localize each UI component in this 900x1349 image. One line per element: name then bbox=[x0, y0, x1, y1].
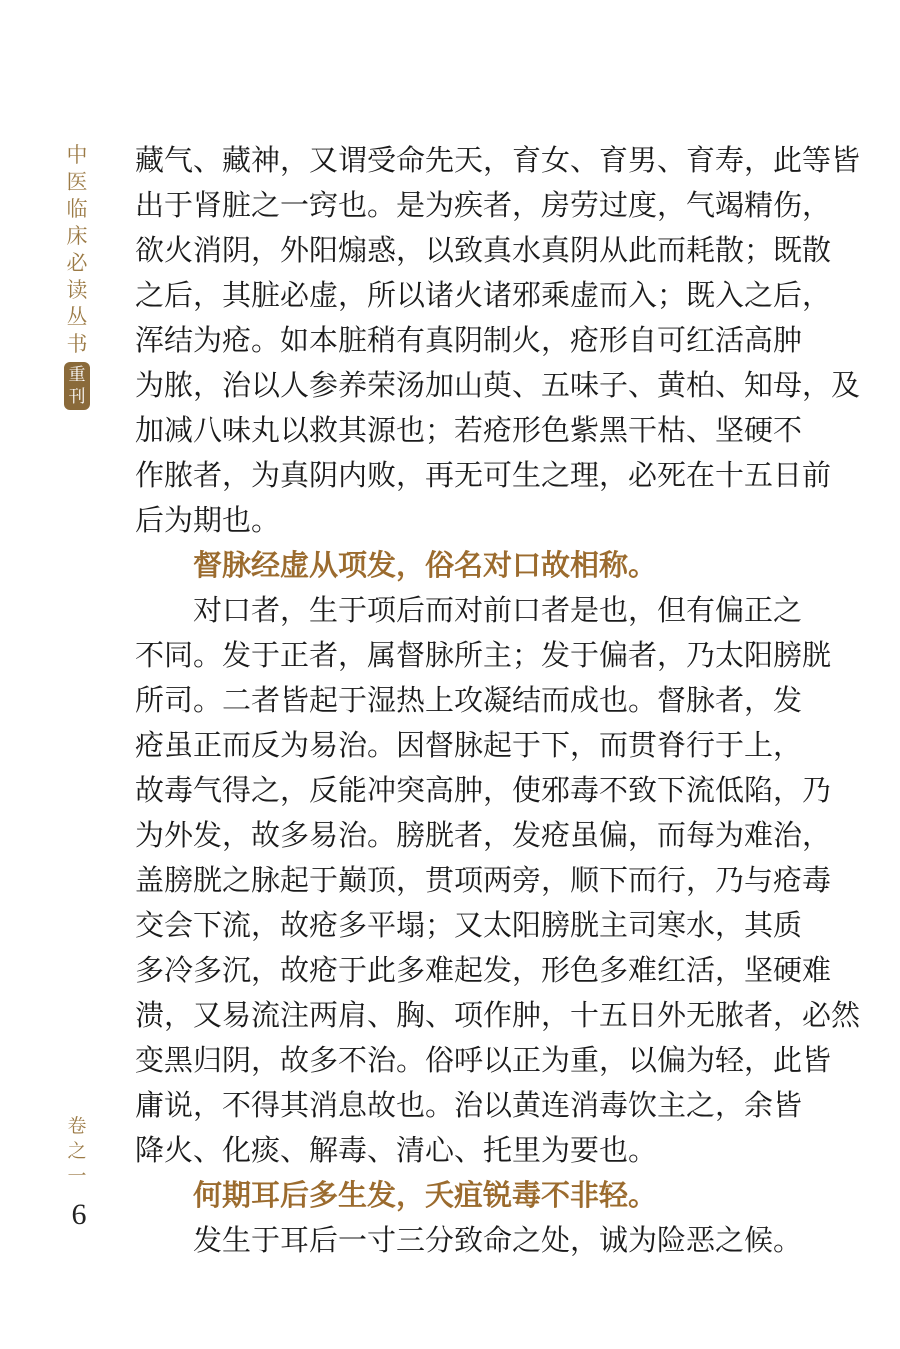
text-line: 交会下流，故疮多平塌；又太阳膀胱主司寒水，其质 bbox=[135, 908, 803, 942]
text-line: 溃，又易流注两肩、胸、项作肿，十五日外无脓者，必然 bbox=[135, 998, 861, 1032]
series-title-char: 医 bbox=[66, 170, 88, 194]
series-title-char: 床 bbox=[66, 224, 88, 248]
body-text bbox=[135, 138, 861, 1263]
text-line: 疮虽正而反为易治。因督脉起于下，而贯脊行于上， bbox=[135, 728, 803, 762]
text-line: 为脓，治以人参养荣汤加山萸、五味子、黄柏、知母，及 bbox=[135, 368, 861, 402]
text-line: 作脓者，为真阴内败，再无可生之理，必死在十五日前 bbox=[135, 458, 832, 492]
text-line: 加减八味丸以救其源也；若疮形色紫黑干枯、坚硬不 bbox=[135, 413, 803, 447]
verse-heading-line: 督脉经虚从项发，俗名对口故相称。 bbox=[193, 548, 658, 582]
series-title bbox=[64, 142, 90, 410]
series-title-char: 读 bbox=[66, 278, 88, 302]
volume-label-char: 一 bbox=[67, 1165, 87, 1187]
series-title-char: 中 bbox=[66, 143, 88, 167]
text-line: 不同。发于正者，属督脉所主；发于偏者，乃太阳膀胱 bbox=[135, 638, 832, 672]
text-line: 降火、化痰、解毒、清心、托里为要也。 bbox=[135, 1133, 658, 1167]
series-title-char: 丛 bbox=[66, 305, 88, 329]
reprint-badge-char: 重 bbox=[68, 365, 86, 385]
text-line: 变黑归阴，故多不治。俗呼以正为重，以偏为轻，此皆 bbox=[135, 1043, 832, 1077]
text-line: 庸说，不得其消息故也。治以黄连消毒饮主之，余皆 bbox=[135, 1088, 803, 1122]
series-title-char: 临 bbox=[66, 197, 88, 221]
text-line: 盖膀胱之脉起于巅顶，贯项两旁，顺下而行，乃与疮毒 bbox=[135, 863, 832, 897]
text-line: 后为期也。 bbox=[135, 503, 281, 537]
text-line: 藏气、藏神，又谓受命先天，育女、育男、育寿，此等皆 bbox=[135, 143, 861, 177]
text-line: 发生于耳后一寸三分致命之处，诚为险恶之候。 bbox=[193, 1223, 803, 1257]
text-line: 所司。二者皆起于湿热上攻凝结而成也。督脉者，发 bbox=[135, 683, 803, 717]
volume-label bbox=[66, 1114, 88, 1189]
page-number: 6 bbox=[71, 1198, 87, 1231]
series-title-char: 书 bbox=[66, 332, 88, 356]
text-line: 之后，其脏必虚，所以诸火诸邪乘虚而入；既入之后， bbox=[135, 278, 832, 312]
text-line: 多冷多沉，故疮于此多难起发，形色多难红活，坚硬难 bbox=[135, 953, 832, 987]
text-line: 欲火消阴，外阳煽惑，以致真水真阴从此而耗散；既散 bbox=[135, 233, 832, 267]
text-line: 为外发，故多易治。膀胱者，发疮虽偏，而每为难治， bbox=[135, 818, 832, 852]
reprint-badge-char: 刊 bbox=[68, 387, 86, 407]
volume-label-char: 卷 bbox=[67, 1115, 87, 1137]
text-line: 出于肾脏之一窍也。是为疾者，房劳过度，气竭精伤， bbox=[135, 188, 832, 222]
reprint-badge bbox=[64, 362, 90, 410]
series-title-char: 必 bbox=[66, 251, 88, 275]
verse-heading-line: 何期耳后多生发，夭疽锐毒不非轻。 bbox=[193, 1178, 658, 1212]
text-line: 故毒气得之，反能冲突高肿，使邪毒不致下流低陷，乃 bbox=[135, 773, 832, 807]
volume-label-char: 之 bbox=[67, 1140, 87, 1162]
text-line: 对口者，生于项后而对前口者是也，但有偏正之 bbox=[193, 593, 803, 627]
text-line: 浑结为疮。如本脏稍有真阴制火，疮形自可红活高肿 bbox=[135, 323, 803, 357]
